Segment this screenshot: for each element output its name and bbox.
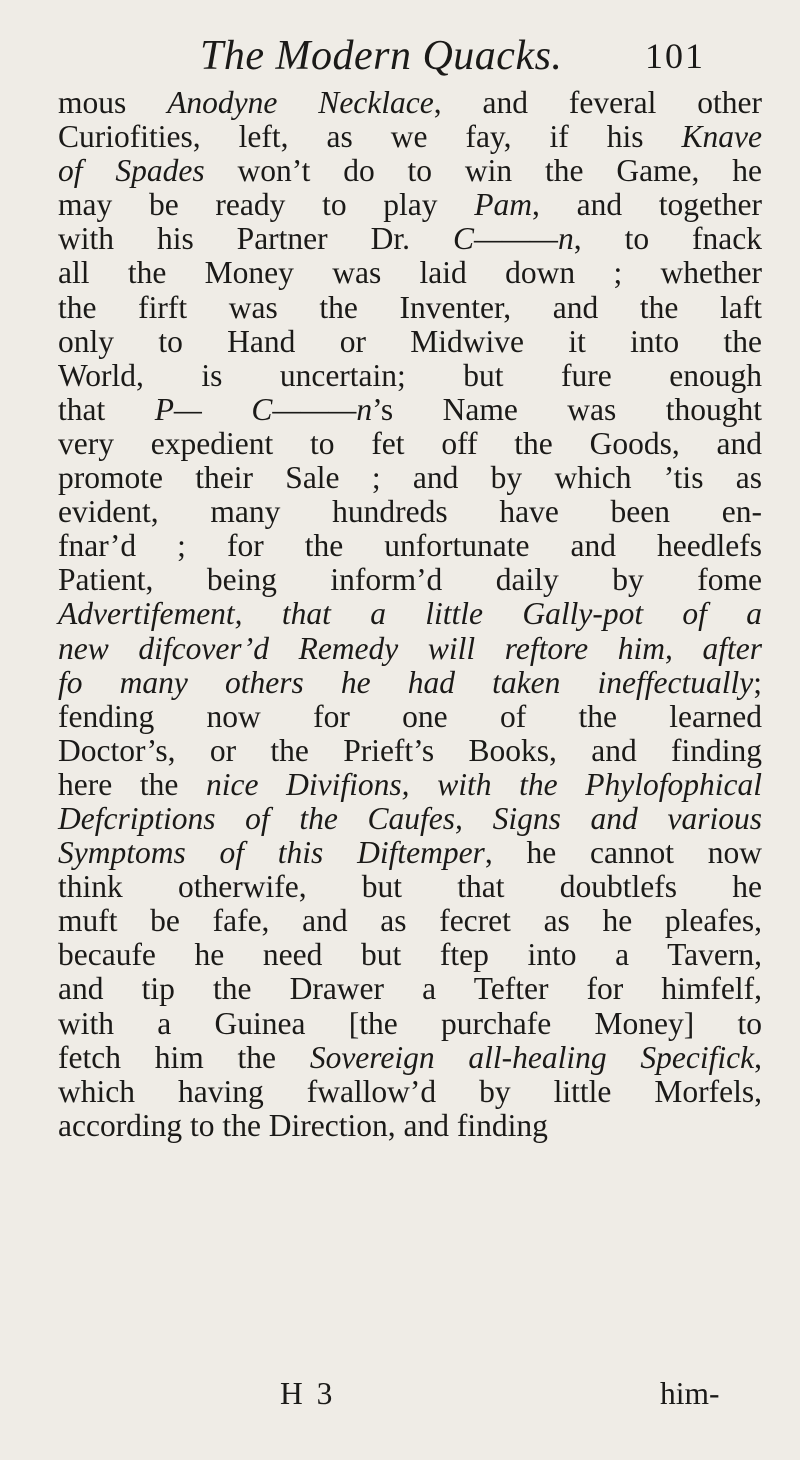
- text-line: [58, 563, 762, 597]
- text-line: [58, 1007, 762, 1041]
- roman-text: Curiofities, left, as we fay, if his: [58, 119, 682, 155]
- running-head: [0, 28, 800, 84]
- italic-text: Anodyne Necklace: [167, 85, 434, 120]
- text-line: [58, 666, 762, 700]
- text-line: [58, 1109, 762, 1143]
- roman-text: think otherwife, but that doubtlefs he: [58, 869, 762, 905]
- roman-text: ,: [754, 1039, 762, 1075]
- roman-text: ’s Name was thought: [372, 391, 762, 427]
- text-line: [58, 325, 762, 359]
- italic-text: fo many others he had taken ineffectually: [58, 664, 754, 700]
- text-line: [58, 291, 762, 325]
- roman-text: here the: [58, 766, 207, 802]
- roman-text: the firft was the Inventer, and the laft: [58, 289, 762, 325]
- text-line: [58, 938, 762, 972]
- text-line: [58, 904, 762, 938]
- roman-text: only to Hand or Midwive it into the: [58, 323, 762, 359]
- roman-text: all the Money was laid down ; whether: [58, 255, 762, 291]
- text-line: [58, 1075, 762, 1109]
- text-line: [58, 1041, 762, 1075]
- text-line: [58, 870, 762, 904]
- roman-text: won’t do to win the Game, he: [204, 153, 762, 189]
- italic-text: C———n: [452, 221, 574, 257]
- roman-text: with his Partner Dr.: [58, 221, 453, 257]
- catchword: him-: [660, 1376, 720, 1411]
- italic-text: Advertifement, that a little Gally-pot of a: [58, 596, 762, 632]
- roman-text: , he cannot now: [484, 835, 762, 871]
- italic-text: Defcriptions of the Caufes, Signs and various: [58, 800, 762, 836]
- roman-text: evident, many hundreds have been en-: [58, 494, 762, 530]
- text-line: [58, 222, 762, 256]
- roman-text: World, is uncertain; but fure enough: [58, 357, 762, 393]
- roman-text: muft be fafe, and as fecret as he pleafes,: [58, 903, 762, 939]
- text-line: [58, 700, 762, 734]
- text-line: [58, 393, 762, 427]
- text-line: [58, 734, 762, 768]
- signature-line: [0, 1374, 800, 1414]
- roman-text: ;: [753, 664, 762, 700]
- roman-text: mous: [58, 85, 168, 120]
- italic-text: of Spades: [58, 153, 205, 189]
- roman-text: according to the Direction, and finding: [58, 1107, 548, 1143]
- roman-text: fnar’d ; for the unfortunate and heedlefs: [58, 528, 762, 564]
- roman-text: which having fwallow’d by little Morfels,: [58, 1073, 762, 1109]
- roman-text: promote their Sale ; and by which ’tis as: [58, 460, 762, 496]
- running-title: The Modern Quacks.: [200, 33, 563, 79]
- text-line: [58, 256, 762, 290]
- roman-text: Patient, being inform’d daily by fome: [58, 562, 762, 598]
- roman-text: that: [58, 391, 155, 427]
- roman-text: Doctor’s, or the Prieft’s Books, and finding: [58, 732, 762, 768]
- roman-text: fending now for one of the learned: [58, 698, 762, 734]
- italic-text: nice Divifions, with the Phylofophical: [206, 766, 762, 802]
- text-line: [58, 120, 762, 154]
- text-line: [58, 359, 762, 393]
- text-line: [58, 972, 762, 1006]
- roman-text: becaufe he need but ftep into a Tavern,: [58, 937, 762, 973]
- text-line: [58, 86, 762, 120]
- text-line: [58, 188, 762, 222]
- roman-text: , and feveral other: [433, 85, 762, 120]
- roman-text: and tip the Drawer a Tefter for himfelf,: [58, 971, 762, 1007]
- roman-text: , and together: [532, 187, 762, 223]
- italic-text: Symptoms of this Diftemper: [58, 835, 485, 871]
- signature-mark: H 3: [280, 1376, 336, 1411]
- roman-text: may be ready to play: [58, 187, 475, 223]
- text-line: [58, 529, 762, 563]
- roman-text: very expedient to fet off the Goods, and: [58, 425, 762, 461]
- italic-text: Knave: [681, 119, 762, 155]
- text-line: [58, 427, 762, 461]
- text-line: [58, 768, 762, 802]
- text-line: [58, 495, 762, 529]
- text-line: [58, 802, 762, 836]
- page-number: 101: [645, 36, 705, 76]
- italic-text: P— C———n: [154, 391, 373, 427]
- text-line: [58, 597, 762, 631]
- italic-text: new difcover’d Remedy will reftore him, after: [58, 630, 762, 666]
- italic-text: Sovereign all-healing Specifick: [309, 1039, 755, 1075]
- text-line: [58, 632, 762, 666]
- body-text: [58, 86, 762, 1143]
- roman-text: with a Guinea [the purchafe Money] to: [58, 1005, 762, 1041]
- roman-text: fetch him the: [58, 1039, 310, 1075]
- text-line: [58, 836, 762, 870]
- text-line: [58, 461, 762, 495]
- italic-text: Pam: [474, 187, 532, 223]
- roman-text: , to fnack: [573, 221, 762, 257]
- text-line: [58, 154, 762, 188]
